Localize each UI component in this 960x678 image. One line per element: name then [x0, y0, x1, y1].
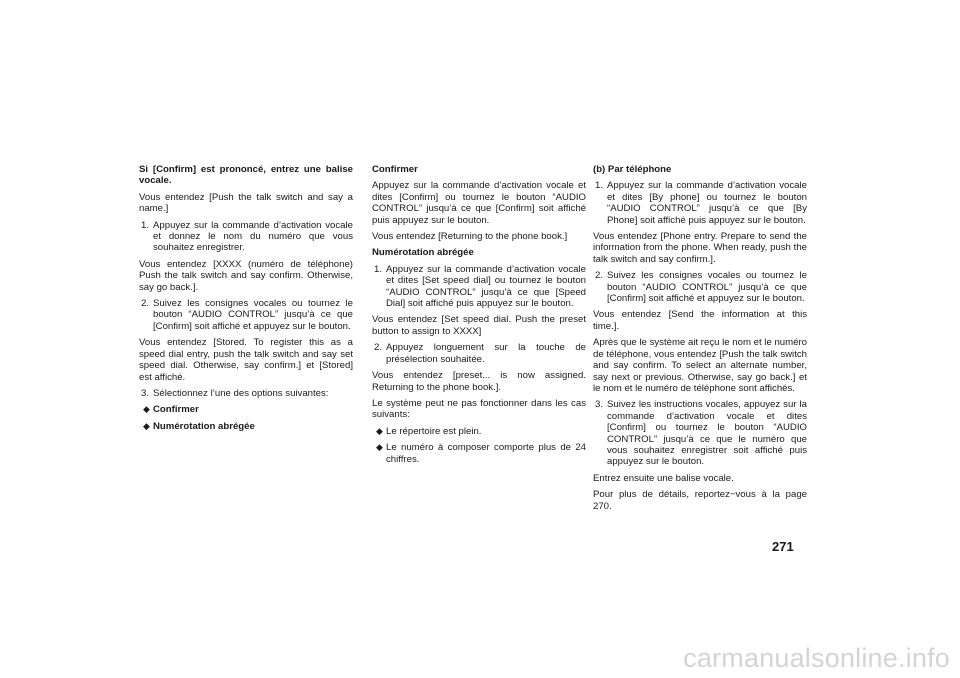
paragraph: Entrez ensuite une balise vocale.: [593, 472, 734, 484]
step-text: Suivez les instructions vocales, appuyez sur la commande d’activation vocale et dites [Confirm] ou tournez le bouton “AUDIO CONTROL” jusqu’à ce que le numéro que vous souhaitez enregistrer soit affiché puis appuyez sur le bouton.: [607, 399, 807, 468]
step-number: 1.: [141, 219, 150, 231]
paragraph: Pour plus de détails, reportez−vous à la page 270.: [593, 489, 807, 512]
paragraph: Vous entendez [Stored. To register this as a speed dial entry, push the talk switch and say set speed dial. Otherwise, say confirm.] et [Stored] est affiché.: [139, 337, 353, 383]
column-right: [593, 164, 807, 517]
paragraph: Vous entendez [XXXX (numéro de téléphone) Push the talk switch and say confirm. Otherwise, say go back.].: [139, 258, 353, 293]
bullet-icon: ◆: [376, 425, 383, 436]
step-item: [139, 220, 353, 254]
paragraph: Vous entendez [Returning to the phone book.]: [372, 231, 568, 243]
step-text: Sélectionnez l’une des options suivantes:: [153, 387, 329, 399]
step-item: [372, 342, 586, 365]
step-number: 2.: [595, 270, 604, 282]
paragraph: Vous entendez [Push the talk switch and say a name.]: [139, 191, 353, 215]
bullet-text: Numérotation abrégée: [153, 420, 255, 432]
paragraph: Vous entendez [Set speed dial. Push the preset button to assign to XXXX]: [372, 314, 586, 337]
step-item: [372, 264, 586, 310]
column-middle: [372, 164, 586, 470]
step-number: 2.: [141, 298, 150, 310]
step-number: 3.: [141, 387, 150, 399]
step-number: 2.: [374, 342, 383, 354]
section-heading: Confirmer: [372, 164, 418, 175]
step-number: 3.: [595, 399, 604, 411]
page-number: 271: [772, 539, 794, 554]
bullet-item: [139, 404, 353, 415]
paragraph: Appuyez sur la commande d’activation vocale et dites [Confirm] ou tournez le bouton “AUDIO CONTROL” jusqu’à ce que [Confirm] soit affiché puis appuyez sur le bouton.: [372, 180, 586, 226]
step-item: [593, 399, 807, 467]
step-number: 1.: [374, 263, 383, 275]
section-heading: (b) Par téléphone: [593, 164, 672, 175]
bullet-text: Le répertoire est plein.: [386, 425, 482, 437]
section-heading: Si [Confirm] est prononcé, entrez une balise vocale.: [139, 164, 353, 187]
paragraph: Vous entendez [Phone entry. Prepare to send the information from the phone. When ready, push the talk switch and say confirm.].: [593, 231, 807, 265]
bullet-icon: ◆: [376, 442, 383, 453]
step-text: Appuyez sur la commande d’activation vocale et dites [Set speed dial] ou tournez le bouton “AUDIO CONTROL” jusqu’à ce que [Speed Dial] soit affiché puis appuyez sur le bouton.: [386, 263, 586, 310]
paragraph: Après que le système ait reçu le nom et le numéro de téléphone, vous entendez [Push the talk switch and say confirm. To select an alternate number, say next or previous. Otherwise, say go back.] et le nom et le numéro de téléphone sont affichés.: [593, 337, 807, 394]
column-left: [139, 164, 353, 437]
step-text: Appuyez longuement sur la touche de présélection souhaitée.: [386, 342, 586, 365]
paragraph: Vous entendez [Send the information at this time.].: [593, 309, 807, 332]
watermark: carmanualsonline.info: [683, 643, 950, 673]
step-text: Appuyez sur la commande d’activation vocale et dites [By phone] ou tournez le bouton “AUDIO CONTROL” jusqu’à ce que [By Phone] soit affiché puis appuyez sur le bouton.: [607, 180, 807, 226]
step-text: Suivez les consignes vocales ou tournez le bouton “AUDIO CONTROL” jusqu’à ce que [Confirm] soit affiché et appuyez sur le bouton.: [153, 298, 353, 332]
step-item: [139, 388, 353, 399]
paragraph: Vous entendez [preset... is now assigned. Returning to the phone book.].: [372, 370, 586, 393]
step-number: 1.: [595, 180, 604, 192]
bullet-text: Le numéro à composer comporte plus de 24 chiffres.: [386, 442, 586, 465]
bullet-item: [139, 421, 353, 432]
bullet-item: [372, 426, 586, 437]
step-item: [139, 298, 353, 332]
step-text: Suivez les consignes vocales ou tournez le bouton “AUDIO CONTROL” jusqu’à ce que [Confirm] soit affiché et appuyez sur le bouton.: [607, 270, 807, 305]
bullet-icon: ◆: [143, 404, 150, 415]
bullet-text: Confirmer: [153, 404, 199, 416]
paragraph: Le système peut ne pas fonctionner dans les cas suivants:: [372, 397, 586, 421]
step-item: [593, 180, 807, 226]
section-heading: Numérotation abrégée: [372, 247, 474, 259]
step-text: Appuyez sur la commande d’activation vocale et donnez le nom du numéro que vous souhaitez enregistrer.: [153, 219, 353, 254]
step-item: [593, 270, 807, 304]
bullet-item: [372, 442, 586, 465]
bullet-icon: ◆: [143, 420, 150, 431]
